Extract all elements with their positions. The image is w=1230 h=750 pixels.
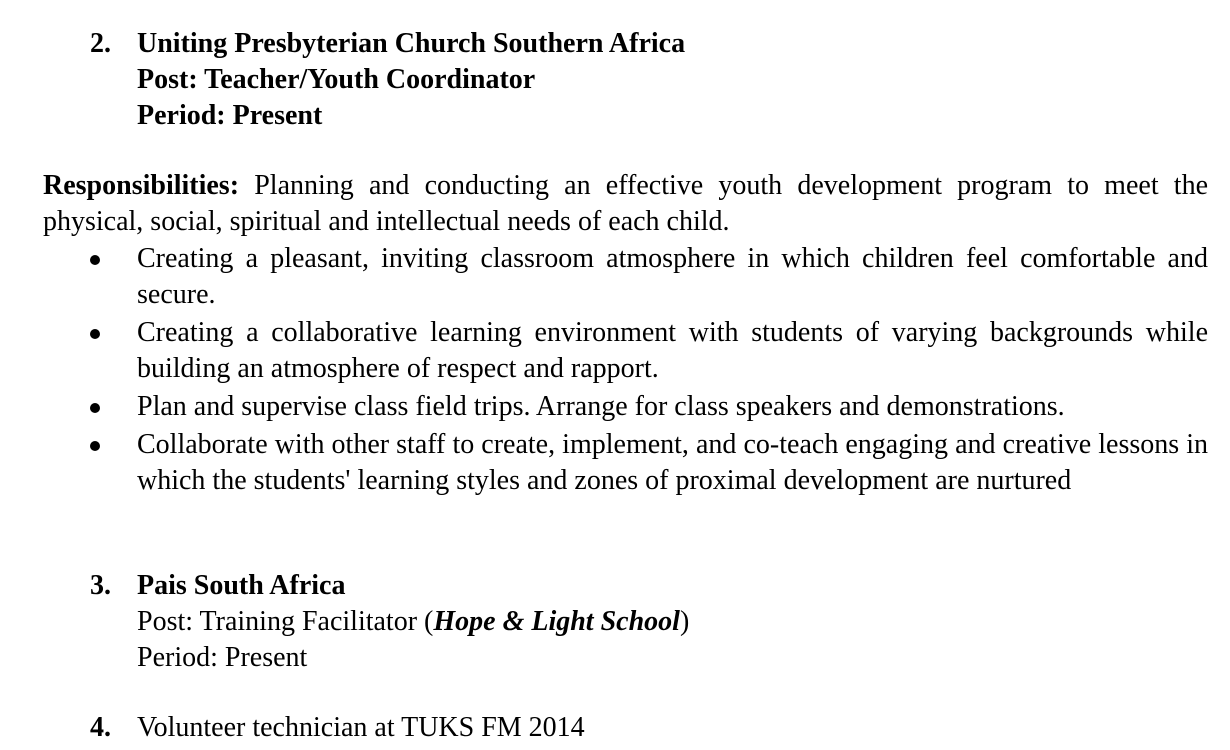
- bullet-icon: [90, 403, 100, 413]
- entry-number: 4.: [90, 712, 111, 743]
- bullet-icon: [90, 329, 100, 339]
- responsibilities-paragraph: [43, 168, 1208, 240]
- list-item-text: Creating a collaborative learning environment with students of varying backgrounds while building an atmosphere of respect and rapport.: [137, 317, 1208, 384]
- list-item-text: Collaborate with other staff to create, implement, and co-teach engaging and creative lessons in which the students' learning styles and zones of proximal development are nurtured: [137, 429, 1208, 496]
- responsibilities-list: [90, 241, 1208, 501]
- entry-period: Period: Present: [137, 642, 308, 673]
- entry-post-school: Hope & Light School: [433, 606, 680, 637]
- entry-post-suffix: ): [679, 606, 690, 637]
- entry-text: Volunteer technician at TUKS FM 2014: [137, 712, 585, 743]
- list-item: [90, 427, 1208, 499]
- entry-number: 3.: [90, 570, 111, 601]
- bullet-icon: [90, 255, 100, 265]
- entry-post: [137, 604, 1208, 640]
- list-item-text: Creating a pleasant, inviting classroom atmosphere in which children feel comfortable and secure.: [137, 243, 1208, 310]
- entry-post-prefix: Post: Training Facilitator (: [137, 606, 434, 637]
- responsibilities-text: Planning and conducting an effective youth development program to meet the physical, social, spiritual and intellectual needs of each child.: [43, 170, 1208, 237]
- entry-number: 2.: [90, 28, 111, 59]
- bullet-icon: [90, 441, 100, 451]
- list-item: [90, 389, 1208, 425]
- entry-organization: Pais South Africa: [137, 570, 346, 601]
- entry-period: Period: Present: [137, 100, 323, 131]
- entry-post: Post: Teacher/Youth Coordinator: [137, 64, 536, 95]
- entry-organization: Uniting Presbyterian Church Southern Africa: [137, 28, 686, 59]
- responsibilities-label: Responsibilities:: [43, 170, 240, 201]
- list-item: [90, 241, 1208, 313]
- list-item-text: Plan and supervise class field trips. Arrange for class speakers and demonstrations.: [137, 391, 1065, 422]
- list-item: [90, 315, 1208, 387]
